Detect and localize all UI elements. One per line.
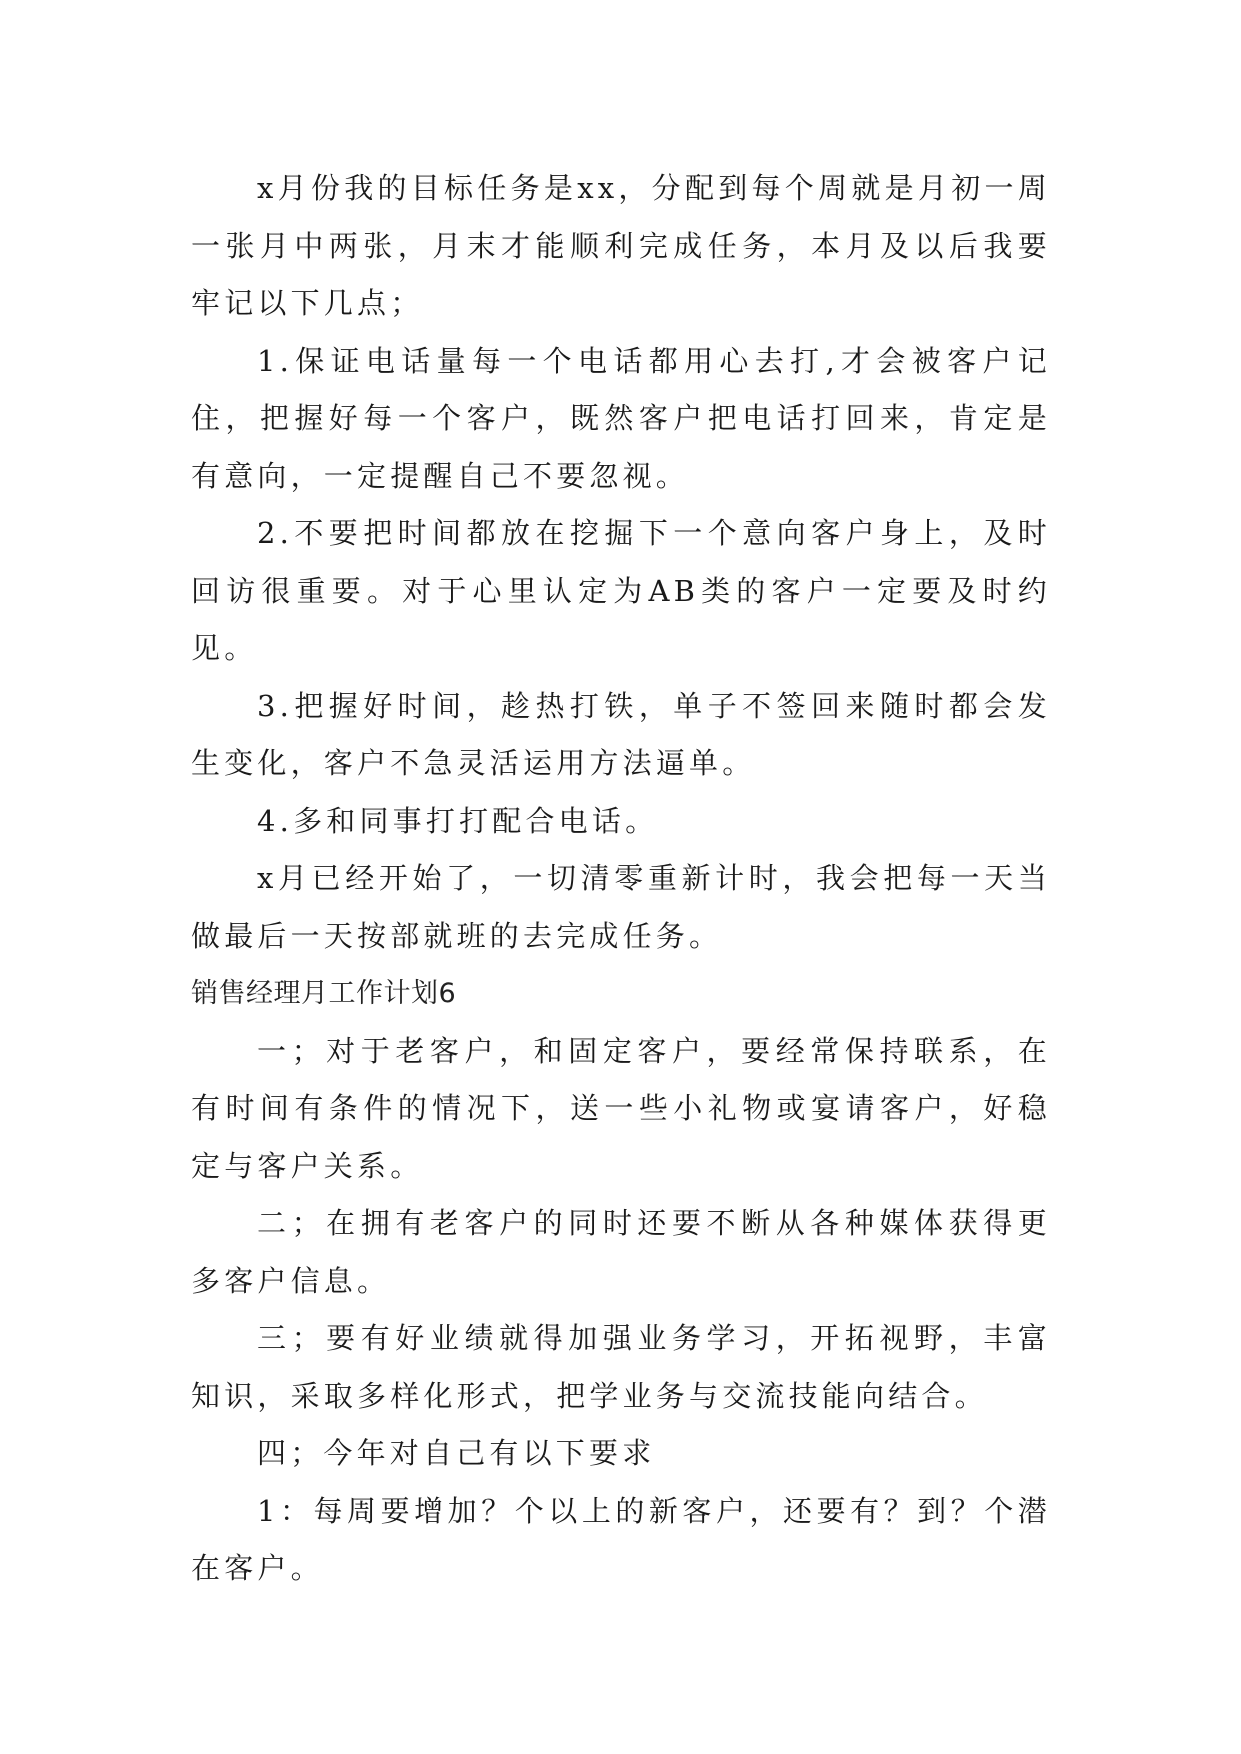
paragraph-section-item-4: 四；今年对自己有以下要求 bbox=[257, 1436, 656, 1470]
paragraph-closing: x月已经开始了，一切清零重新计时，我会把每一天当做最后一天按部就班的去完成任务。 bbox=[191, 861, 1051, 953]
paragraph-point-4: 4.多和同事打打配合电话。 bbox=[257, 803, 659, 838]
document-body bbox=[191, 160, 1051, 1598]
paragraph-point-2: 2.不要把时间都放在挖掘下一个意向客户身上，及时回访很重要。对于心里认定为AB类的客户一定要及时约见。 bbox=[191, 516, 1051, 665]
section-heading: 销售经理月工作计划6 bbox=[191, 978, 457, 1009]
paragraph-section-item-1: 一；对于老客户，和固定客户，要经常保持联系，在有时间有条件的情况下，送一些小礼物或宴请客户，好稳定与客户关系。 bbox=[191, 1033, 1051, 1183]
paragraph-point-3: 3.把握好时间，趁热打铁，单子不签回来随时都会发生变化，客户不急灵活运用方法逼单。 bbox=[191, 688, 1051, 780]
paragraph-section-item-2: 二；在拥有老客户的同时还要不断从各种媒体获得更多客户信息。 bbox=[191, 1206, 1051, 1298]
paragraph-monthly-target: x月份我的目标任务是xx，分配到每个周就是月初一周一张月中两张，月末才能顺利完成任务，本月及以后我要牢记以下几点； bbox=[191, 171, 1051, 320]
paragraph-section-requirement-1: 1：每周要增加？个以上的新客户，还要有？到？个潜在客户。 bbox=[191, 1493, 1051, 1585]
paragraph-point-1: 1.保证电话量每一个电话都用心去打,才会被客户记住，把握好每一个客户，既然客户把电话打回来，肯定是有意向，一定提醒自己不要忽视。 bbox=[191, 343, 1051, 493]
paragraph-section-item-3: 三；要有好业绩就得加强业务学习，开拓视野，丰富知识，采取多样化形式，把学业务与交流技能向结合。 bbox=[191, 1321, 1051, 1413]
